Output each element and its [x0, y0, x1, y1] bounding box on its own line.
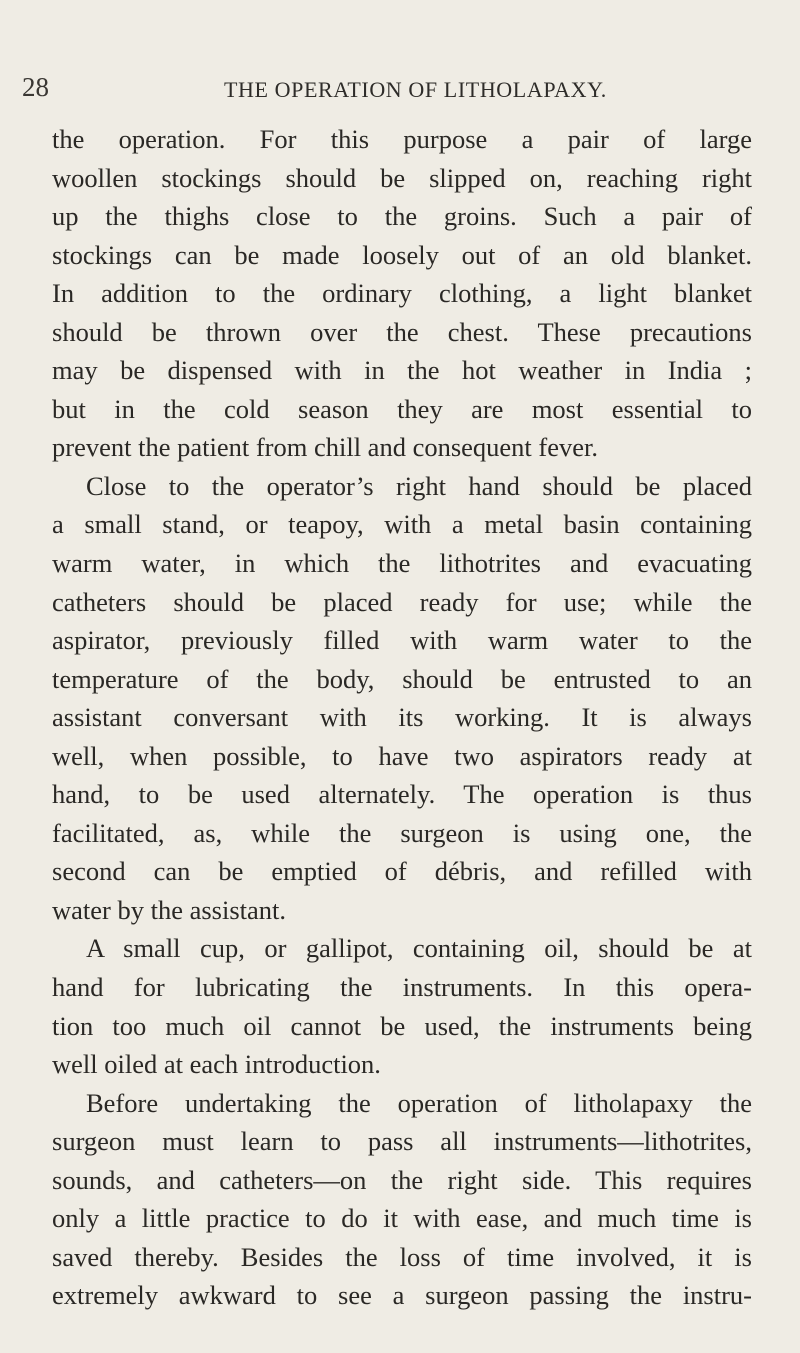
paragraph-start-line: A small cup, or gallipot, containing oil, should be at [86, 933, 752, 964]
text-line: aspirator, previously filled with warm water to the [52, 625, 752, 656]
text-line: water by the assistant. [52, 894, 287, 925]
text-line: second can be emptied of débris, and refilled with [52, 856, 752, 887]
text-line: surgeon must learn to pass all instruments—lithotrites, [52, 1126, 752, 1157]
text-line: the operation. For this purpose a pair of large [52, 124, 752, 154]
text-line: hand, to be used alternately. The operation is thus [52, 779, 752, 810]
paragraph-start-line: Before undertaking the operation of litholapaxy the [86, 1087, 752, 1118]
text-line: In addition to the ordinary clothing, a light blanket [52, 278, 752, 309]
text-line: prevent the patient from chill and consequent fever. [52, 432, 598, 463]
page-number: 28 [22, 72, 49, 102]
running-title: THE OPERATION OF LITHOLAPAXY. [224, 77, 607, 102]
text-line: assistant conversant with its working. It is always [52, 702, 752, 733]
text-line: facilitated, as, while the surgeon is using one, the [52, 817, 752, 848]
text-line: but in the cold season they are most essential to [52, 393, 752, 424]
text-line: only a little practice to do it with ease, and much time is [52, 1203, 752, 1234]
text-line: a small stand, or teapoy, with a metal basin containing [52, 509, 752, 540]
text-line: woollen stockings should be slipped on, reaching right [52, 162, 752, 193]
text-line: temperature of the body, should be entrusted to an [52, 663, 752, 694]
text-line: well oiled at each introduction. [52, 1049, 381, 1080]
text-line: tion too much oil cannot be used, the instruments being [52, 1010, 752, 1041]
text-line: warm water, in which the lithotrites and evacuating [52, 548, 752, 579]
paragraph-start-line: Close to the operator’s right hand should be placed [86, 470, 752, 501]
body-text [52, 120, 752, 1315]
text-line: well, when possible, to have two aspirators ready at [52, 740, 752, 771]
text-line: up the thighs close to the groins. Such a pair of [52, 201, 752, 232]
text-line: catheters should be placed ready for use; while the [52, 586, 752, 617]
text-line: extremely awkward to see a surgeon passing the instru- [52, 1280, 752, 1311]
text-line: should be thrown over the chest. These precautions [52, 316, 752, 347]
text-line: may be dispensed with in the hot weather in India ; [52, 355, 752, 386]
text-line: sounds, and catheters—on the right side. This requires [52, 1164, 752, 1195]
text-line: saved thereby. Besides the loss of time involved, it is [52, 1241, 752, 1272]
text-line: hand for lubricating the instruments. In this opera- [52, 972, 752, 1003]
text-line: stockings can be made loosely out of an old blanket. [52, 239, 752, 270]
